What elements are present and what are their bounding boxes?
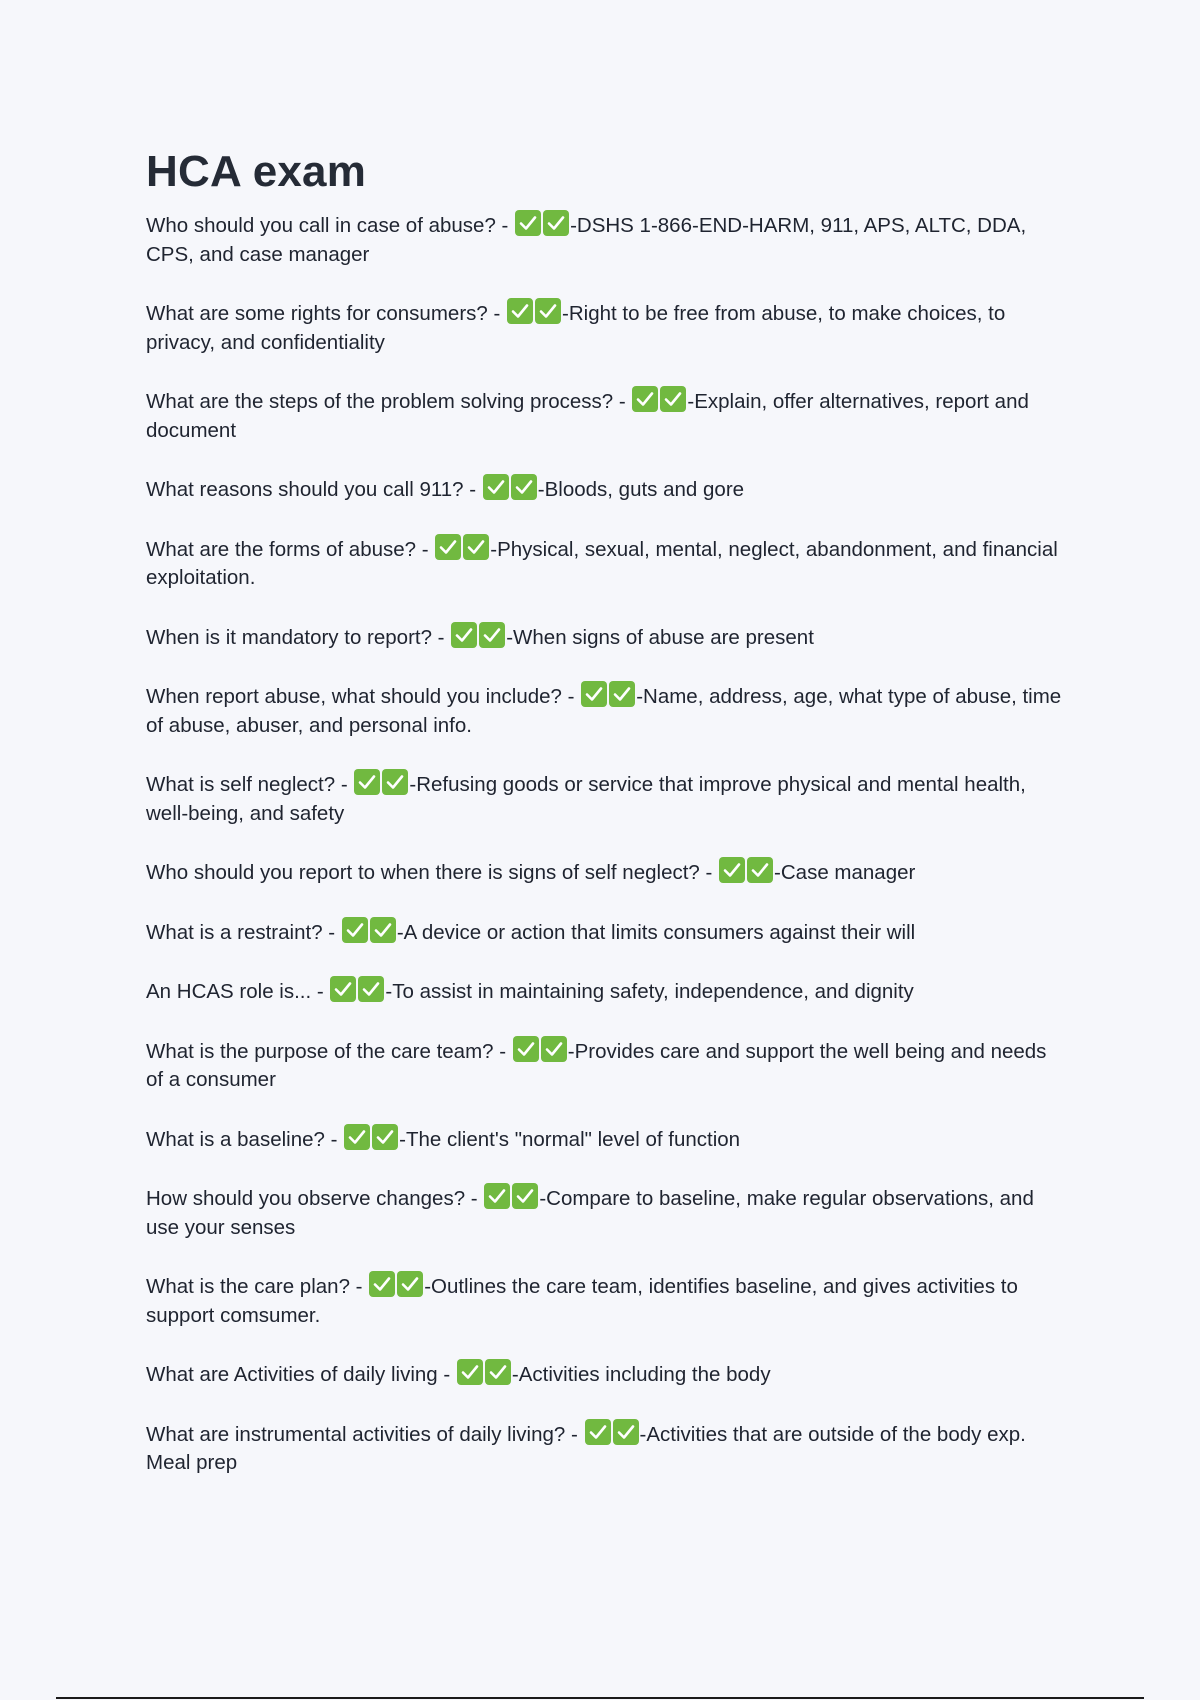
check-mark-pair bbox=[369, 1271, 423, 1297]
question-text: What is self neglect? - bbox=[146, 773, 354, 796]
qa-item bbox=[146, 1271, 1066, 1330]
answer-text: -Refusing goods or service that improve physical and mental health, well-being, and safety bbox=[146, 773, 1026, 825]
check-mark-icon bbox=[463, 534, 489, 560]
footer-divider bbox=[56, 1697, 1144, 1699]
qa-list bbox=[146, 210, 1066, 1478]
check-mark-icon bbox=[719, 857, 745, 883]
check-mark-pair bbox=[484, 1183, 538, 1209]
check-mark-icon bbox=[369, 1271, 395, 1297]
question-text: What reasons should you call 911? - bbox=[146, 478, 482, 501]
check-mark-icon bbox=[543, 210, 569, 236]
check-mark-icon bbox=[479, 622, 505, 648]
question-text: What are the steps of the problem solving process? - bbox=[146, 390, 632, 413]
check-mark-icon bbox=[513, 1036, 539, 1062]
question-text: Who should you call in case of abuse? - bbox=[146, 214, 515, 237]
qa-item bbox=[146, 1124, 1066, 1155]
question-text: What are the forms of abuse? - bbox=[146, 537, 435, 561]
qa-item bbox=[146, 1036, 1066, 1095]
answer-text: -Provides care and support the well being and needs of a consumer bbox=[146, 1039, 1047, 1091]
check-mark-pair bbox=[585, 1419, 639, 1445]
check-mark-pair bbox=[354, 769, 408, 795]
question-text: What are Activities of daily living - bbox=[146, 1363, 456, 1386]
qa-item bbox=[146, 857, 1066, 888]
answer-text: -A device or action that limits consumers against their will bbox=[396, 920, 916, 944]
question-text: How should you observe changes? - bbox=[146, 1187, 484, 1210]
check-mark-icon bbox=[483, 474, 509, 500]
answer-text: -Right to be free from abuse, to make choices, to privacy, and confidentiality bbox=[146, 302, 1006, 354]
check-mark-pair bbox=[435, 534, 489, 560]
check-mark-icon bbox=[397, 1271, 423, 1297]
check-mark-icon bbox=[370, 917, 396, 943]
check-mark-icon bbox=[435, 534, 461, 560]
check-mark-icon bbox=[485, 1359, 511, 1385]
qa-item bbox=[146, 210, 1066, 269]
check-mark-pair bbox=[342, 917, 396, 943]
qa-item bbox=[146, 976, 1066, 1007]
check-mark-icon bbox=[354, 769, 380, 795]
question-text: What are instrumental activities of daily living? - bbox=[146, 1422, 584, 1446]
check-mark-icon bbox=[632, 386, 658, 412]
qa-item bbox=[146, 1419, 1066, 1478]
check-mark-pair bbox=[330, 976, 384, 1002]
qa-item bbox=[146, 769, 1066, 828]
check-mark-icon bbox=[660, 386, 686, 412]
answer-text: -Case manager bbox=[774, 861, 916, 884]
check-mark-icon bbox=[330, 976, 356, 1002]
check-mark-pair bbox=[344, 1124, 398, 1150]
qa-item bbox=[146, 622, 1066, 653]
check-mark-pair bbox=[581, 681, 635, 707]
check-mark-icon bbox=[512, 1183, 538, 1209]
page-title: HCA exam bbox=[146, 147, 367, 196]
check-mark-pair bbox=[457, 1359, 511, 1385]
check-mark-pair bbox=[515, 210, 569, 236]
check-mark-pair bbox=[507, 298, 561, 324]
check-mark-icon bbox=[457, 1359, 483, 1385]
answer-text: -DSHS 1-866-END-HARM, 911, APS, ALTC, DDA, CPS, and case manager bbox=[146, 214, 1027, 266]
check-mark-icon bbox=[372, 1124, 398, 1150]
question-text: What is a baseline? - bbox=[146, 1127, 344, 1151]
check-mark-pair bbox=[513, 1036, 567, 1062]
answer-text: -The client's "normal" level of function bbox=[399, 1127, 741, 1151]
qa-item bbox=[146, 1183, 1066, 1242]
check-mark-icon bbox=[344, 1124, 370, 1150]
answer-text: -When signs of abuse are present bbox=[506, 625, 814, 649]
answer-text: -Bloods, guts and gore bbox=[537, 478, 745, 501]
check-mark-pair bbox=[483, 474, 537, 500]
answer-text: -Physical, sexual, mental, neglect, abandonment, and financial exploitation. bbox=[146, 537, 1058, 589]
check-mark-icon bbox=[515, 210, 541, 236]
check-mark-icon bbox=[358, 976, 384, 1002]
check-mark-icon bbox=[342, 917, 368, 943]
check-mark-icon bbox=[507, 298, 533, 324]
check-mark-icon bbox=[541, 1036, 567, 1062]
qa-item bbox=[146, 386, 1066, 445]
question-text: What is a restraint? - bbox=[146, 920, 341, 944]
check-mark-icon bbox=[585, 1419, 611, 1445]
check-mark-icon bbox=[535, 298, 561, 324]
question-text: What are some rights for consumers? - bbox=[146, 302, 507, 325]
answer-text: -Activities that are outside of the body exp. Meal prep bbox=[146, 1422, 1026, 1474]
qa-item bbox=[146, 474, 1066, 505]
check-mark-icon bbox=[609, 681, 635, 707]
check-mark-icon bbox=[451, 622, 477, 648]
qa-item bbox=[146, 534, 1066, 593]
question-text: Who should you report to when there is signs of self neglect? - bbox=[146, 861, 719, 884]
qa-item bbox=[146, 298, 1066, 357]
answer-text: -Activities including the body bbox=[511, 1363, 771, 1386]
document-body bbox=[146, 146, 1066, 1507]
check-mark-icon bbox=[747, 857, 773, 883]
question-text: When report abuse, what should you include? - bbox=[146, 685, 581, 708]
answer-text: -To assist in maintaining safety, independence, and dignity bbox=[385, 980, 914, 1003]
question-text: What is the purpose of the care team? - bbox=[146, 1039, 512, 1063]
check-mark-icon bbox=[484, 1183, 510, 1209]
answer-text: -Explain, offer alternatives, report and document bbox=[146, 390, 1029, 442]
check-mark-icon bbox=[511, 474, 537, 500]
qa-item bbox=[146, 681, 1066, 740]
question-text: What is the care plan? - bbox=[146, 1275, 369, 1298]
check-mark-pair bbox=[632, 386, 686, 412]
check-mark-icon bbox=[382, 769, 408, 795]
answer-text: -Compare to baseline, make regular observations, and use your senses bbox=[146, 1187, 1034, 1239]
check-mark-pair bbox=[451, 622, 505, 648]
question-text: An HCAS role is... - bbox=[146, 980, 330, 1003]
answer-text: -Outlines the care team, identifies baseline, and gives activities to support comsumer. bbox=[146, 1275, 1018, 1327]
qa-item bbox=[146, 1359, 1066, 1390]
check-mark-icon bbox=[613, 1419, 639, 1445]
check-mark-pair bbox=[719, 857, 773, 883]
qa-item bbox=[146, 917, 1066, 948]
question-text: When is it mandatory to report? - bbox=[146, 625, 451, 649]
answer-text: -Name, address, age, what type of abuse, time of abuse, abuser, and personal info. bbox=[146, 685, 1062, 737]
check-mark-icon bbox=[581, 681, 607, 707]
